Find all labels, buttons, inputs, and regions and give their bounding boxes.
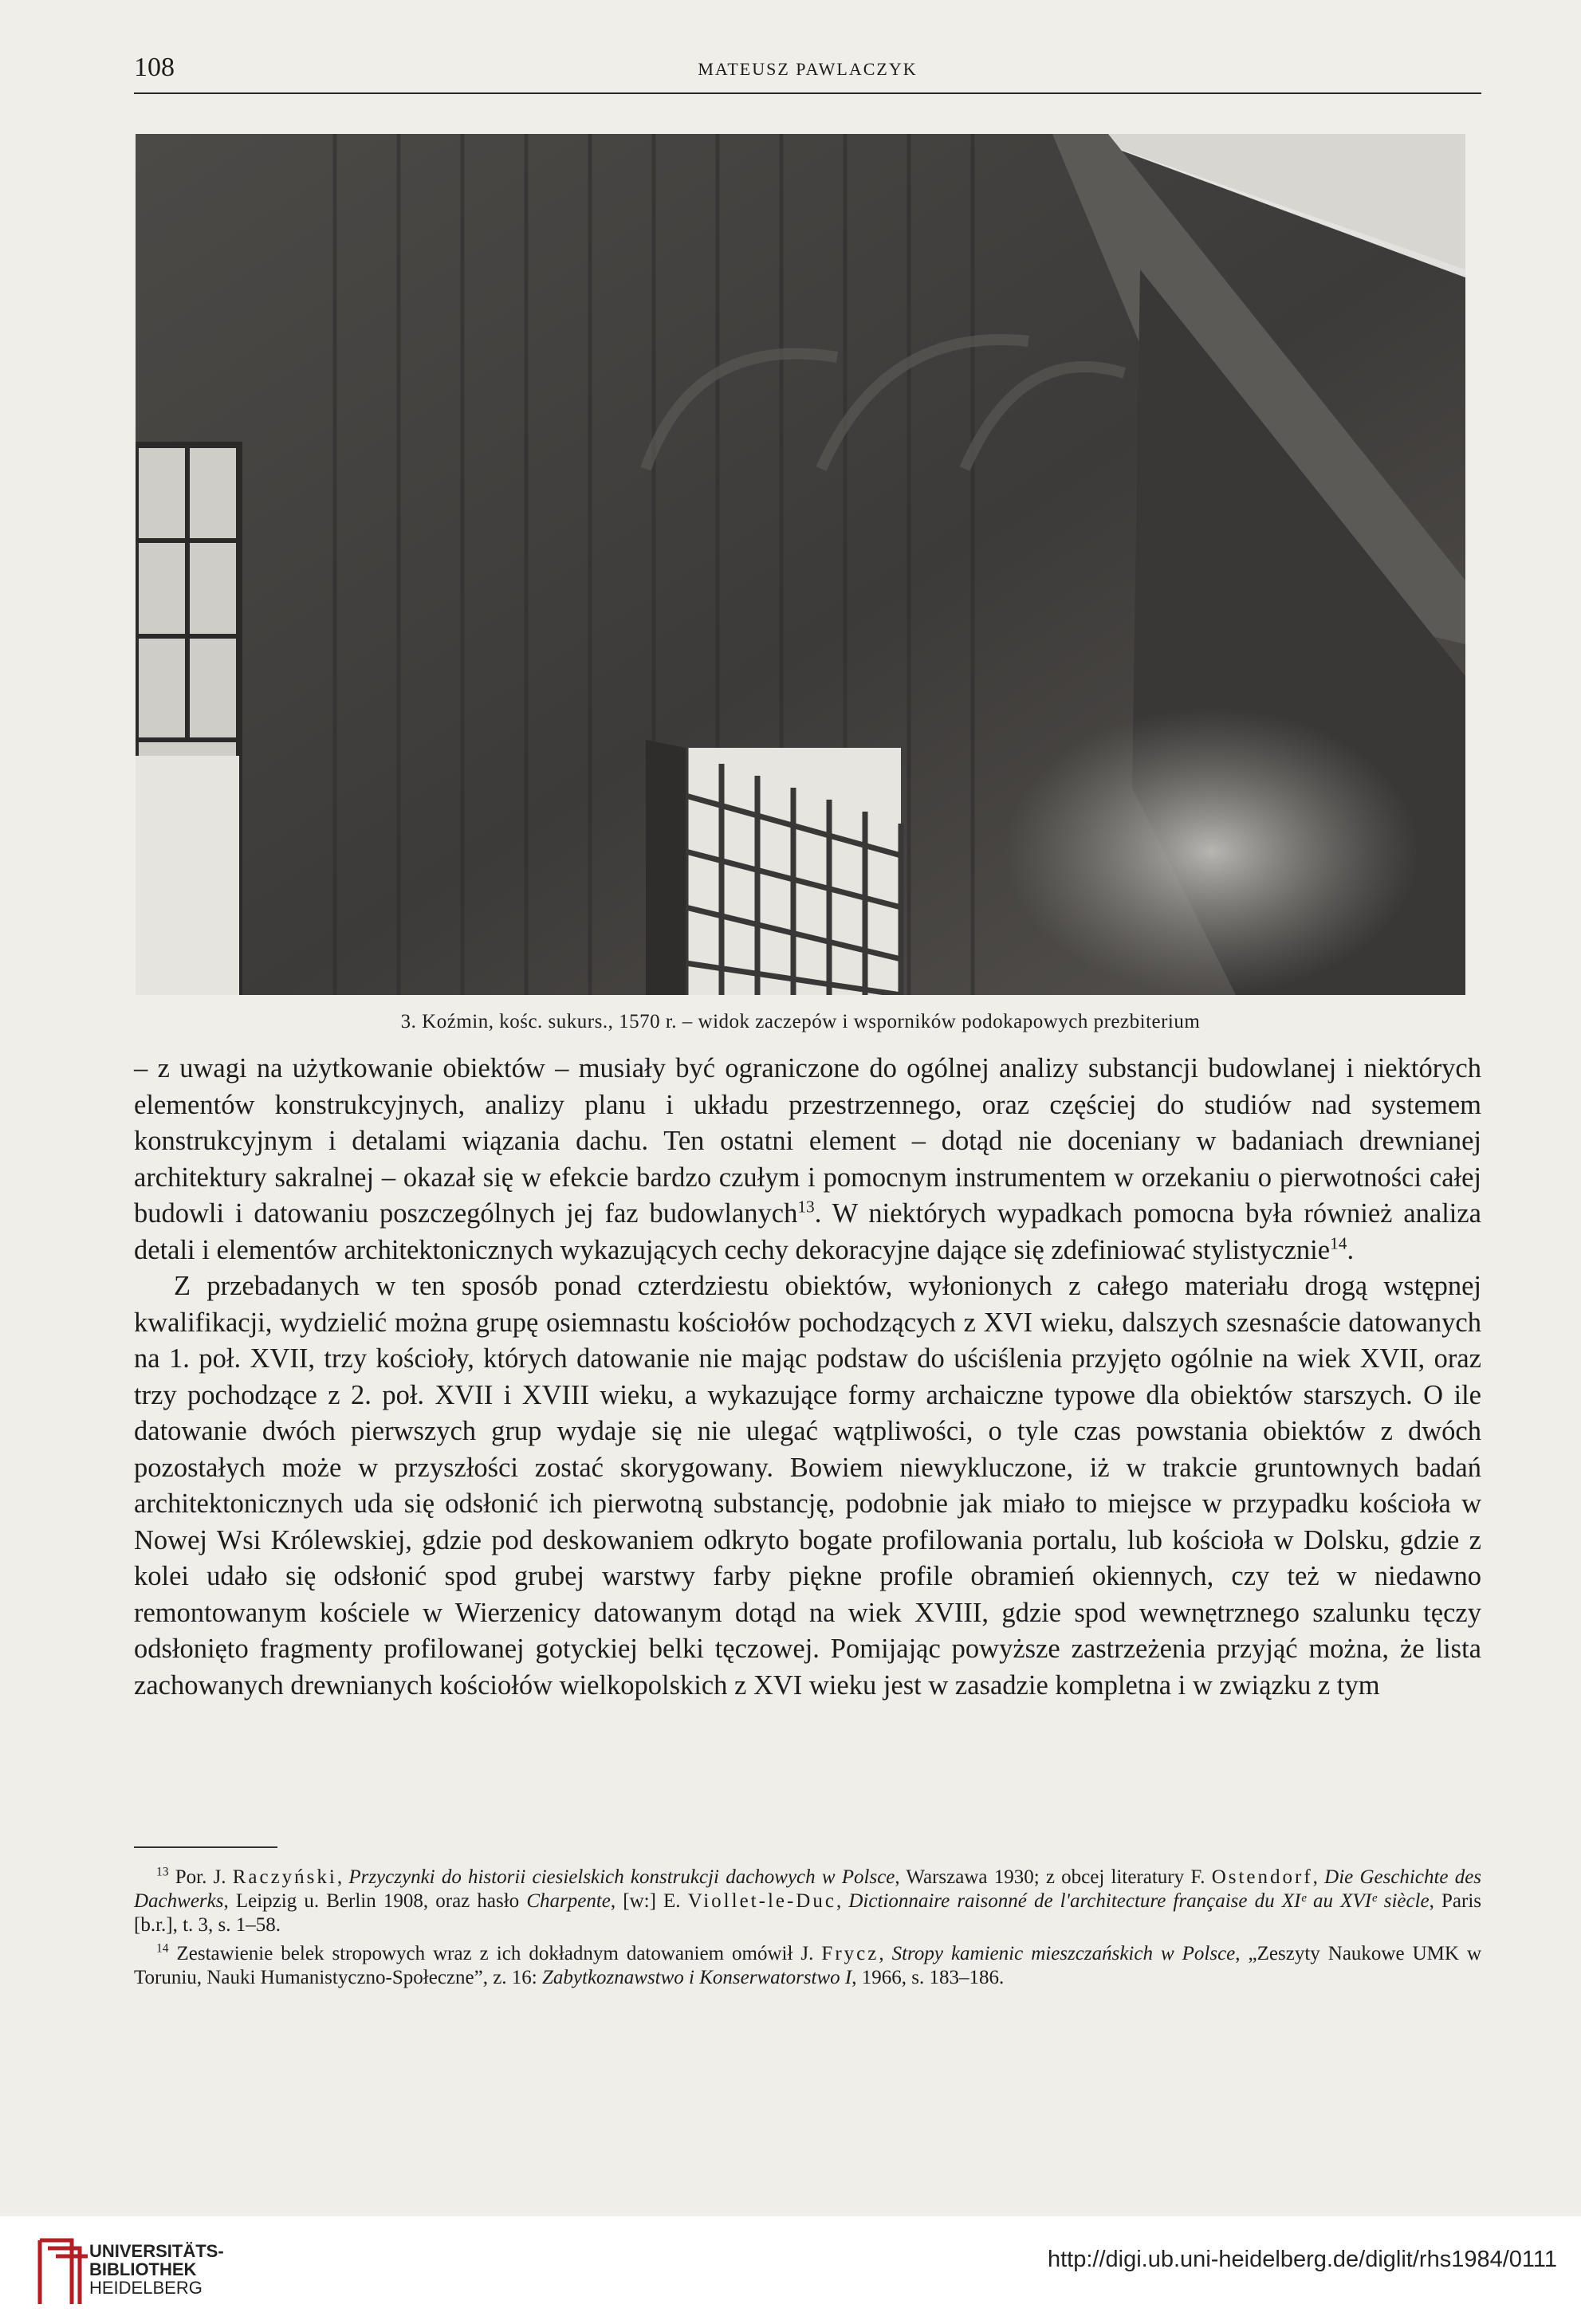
paragraph: [134, 1051, 1481, 1268]
footnote-text: ,: [879, 1943, 892, 1964]
library-name-line: BIBLIOTHEK: [89, 2259, 197, 2279]
footnote-title: Przyczynki do historii ciesielskich konstrukcji dachowych w Polsce: [348, 1866, 895, 1888]
footnote-title: Charpente: [526, 1890, 611, 1912]
footnote-number: 13: [156, 1865, 169, 1879]
footnote-text: , Leipzig u. Berlin 1908, oraz hasło: [223, 1890, 527, 1912]
footnote-text: Zestawienie belek stropowych wraz z ich dokładnym datowaniem omówił J.: [176, 1943, 822, 1964]
footnote-author: Frycz: [821, 1943, 879, 1964]
paragraph-text: . W niektórych wypadkach pomocna była również analiza detali i elementów architektonicznych wykazujących cechy dekoracyjne dające się zdefiniować stylistycznie: [134, 1198, 1481, 1265]
footnote-13: [134, 1866, 1481, 1937]
paragraph-text: – z uwagi na użytkowanie obiektów – musiały być ograniczone do ogólnej analizy substancji budowlanej i niektórych elementów konstrukcyjnych, analizy planu i układu przestrzennego, oraz częściej do studiów nad systemem konstrukcyjnym i detalami wiązania dachu. Ten ostatni element – dotąd nie doceniany w badaniach drewnianej architektury sakralnej – okazał się w efekcie bardzo czułym i pomocnym instrumentem w orzekaniu o pierwotności całej budowli i datowaniu poszczególnych jej faz budowlanych: [134, 1053, 1481, 1229]
running-head: MATEUSZ PAWLACZYK: [698, 59, 918, 79]
footnote-title: Dictionnaire raisonné de l'architecture française du XIᵉ au XVIᵉ siècle: [848, 1890, 1430, 1912]
footnote-author: Ostendorf: [1211, 1866, 1313, 1888]
window-left: [136, 445, 239, 995]
page-header: [134, 53, 1481, 94]
footnote-number: 14: [156, 1941, 169, 1956]
footnote-divider: [134, 1846, 277, 1848]
figure-photo: [136, 134, 1465, 995]
footnote-title: Zabytkoznawstwo i Konserwatorstwo I: [542, 1967, 852, 1988]
footnote-text: ,: [1312, 1866, 1325, 1888]
footnote-14: [134, 1942, 1481, 1990]
paragraph: Z przebadanych w ten sposób ponad czterdziestu obiektów, wyłonionych z całego materiału drogą wstępnej kwalifikacji, wydzielić można grupę osiemnastu kościołów pochodzących z XVI wieku, dalszych szesnaście datowanych na 1. poł. XVII, trzy kościoły, których datowanie nie mając podstaw do uściślenia przyjęto ogólnie na wiek XVII, oraz trzy pochodzące z 2. poł. XVII i XVIII wieku, a wykazujące formy archaiczne typowe dla obiektów starszych. O ile datowanie dwóch pierwszych grup wydaje się nie ulegać wątpliwości, o tyle czas powstania obiektów z dwóch pozostałych może w przyszłości zostać skorygowany. Bowiem niewykluczone, iż w trakcie gruntownych badań architektonicznych uda się odsłonić ich pierwotną substancję, podobnie jak miało to miejsce w przypadku kościoła w Nowej Wsi Królewskiej, gdzie pod deskowaniem odkryto bogate profilowania portalu, lub kościoła w Dolsku, gdzie z kolei udało się odsłonić spod grubej warstwy farby piękne profile obramień okiennych, czy też w niedawno remontowanym kościele w Wierzenicy datowanym dotąd na wiek XVIII, gdzie spod wewnętrznego szalunku tęczy odsłonięto fragmenty profilowanej gotyckiej belki tęczowej. Pomijając powyższe zastrzeżenia przyjąć można, że lista zachowanych drewnianych kościołów wielkopolskich z XVI wieku jest w zasadzie kompletna i w związku z tym: [134, 1271, 1481, 1701]
footnote-text: , Warszawa 1930; z obcej literatury F.: [895, 1866, 1212, 1888]
paragraph-text: .: [1347, 1234, 1355, 1265]
window-lattice: [646, 740, 901, 995]
footnote-text: , 1966, s. 183–186.: [851, 1967, 1005, 1988]
footnote-author: Raczyński: [232, 1866, 337, 1888]
footnotes: [134, 1866, 1481, 1995]
library-name: [89, 2242, 224, 2297]
footnote-text: ,: [336, 1866, 349, 1888]
footnote-title: Stropy kamienic mieszczańskich w Polsce: [891, 1943, 1236, 1964]
body-text: [134, 1051, 1481, 1704]
footnote-author: Viollet-le-Duc: [687, 1890, 836, 1912]
footnote-text: , Paris [b.r.], t. 3, s. 1–58.: [134, 1890, 1482, 1936]
library-name-line: UNIVERSITÄTS-: [89, 2241, 224, 2261]
library-name-line: HEIDELBERG: [89, 2278, 203, 2298]
footnote-text: ,: [836, 1890, 849, 1912]
footnote-text: , [w:] E.: [610, 1890, 688, 1912]
footnote-ref[interactable]: 13: [797, 1197, 815, 1217]
figure-caption: 3. Koźmin, kośc. sukurs., 1570 r. – widok zaczepów i wsporników podokapowych prezbiterium: [400, 1011, 1201, 1032]
footnote-title: Die Geschichte des Dachwerks: [134, 1866, 1482, 1912]
footnote-text: , „Zeszyty Naukowe UMK w Toruniu, Nauki Humanistyczno-Społeczne”, z. 16:: [134, 1943, 1481, 1988]
footnote-ref[interactable]: 14: [1330, 1233, 1347, 1252]
source-url-link[interactable]: http://digi.ub.uni-heidelberg.de/diglit/rhs1984/0111: [1048, 2247, 1557, 2272]
footnote-text: Por. J.: [175, 1866, 233, 1888]
page-number: 108: [134, 53, 175, 82]
